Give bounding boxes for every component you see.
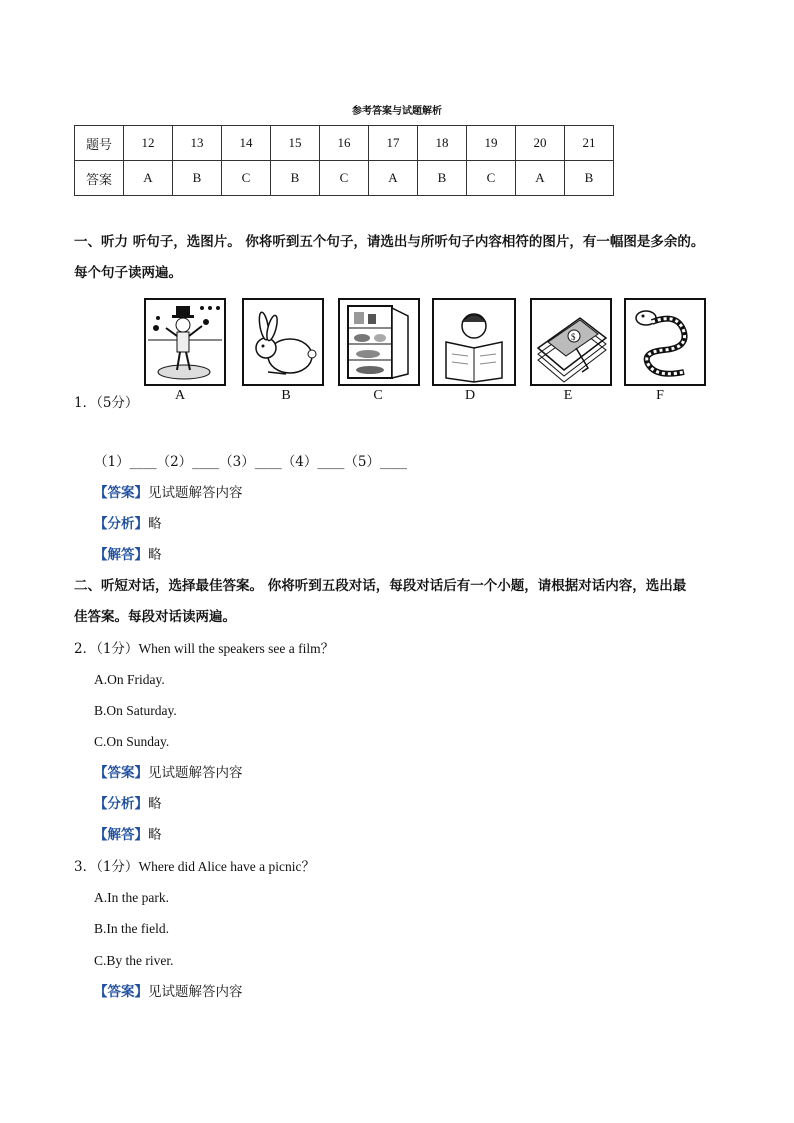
question-1-solution: [94, 545, 162, 565]
table-cell: C: [222, 161, 271, 196]
picture-e-money-icon: [530, 298, 612, 386]
solution-tag: 【解答】: [94, 547, 148, 563]
table-cell: A: [124, 161, 173, 196]
table-cell: C: [320, 161, 369, 196]
question-3-answer: [94, 982, 243, 1002]
solution-text: 略: [148, 547, 162, 563]
question-1-analysis: [94, 514, 162, 534]
question-1-answer: [94, 483, 243, 503]
table-cell: 13: [173, 126, 222, 161]
table-cell: B: [173, 161, 222, 196]
page-title: 参考答案与试题解析: [352, 106, 442, 117]
question-2-option-a: A.On Friday.: [94, 672, 165, 687]
question-2: [74, 639, 334, 659]
answer-tag: 【答案】: [94, 984, 148, 1000]
question-2-analysis: [94, 794, 162, 814]
question-1-label: 1．（5分）: [74, 395, 139, 411]
picture-label: E: [563, 388, 573, 403]
table-cell: A: [516, 161, 565, 196]
question-3-text: Where did Alice have a picnic？: [138, 859, 315, 874]
picture-label: B: [281, 388, 291, 403]
answer-text: 见试题解答内容: [148, 765, 243, 781]
table-cell: 14: [222, 126, 271, 161]
table-cell: 19: [467, 126, 516, 161]
picture-b-rabbit-icon: [242, 298, 324, 386]
picture-label: A: [174, 388, 186, 403]
svg-text:$: $: [571, 332, 576, 342]
table-cell: 15: [271, 126, 320, 161]
answer-table: [74, 125, 614, 196]
question-3-option-a: A.In the park.: [94, 890, 169, 905]
picture-c-fridge-icon: [338, 298, 420, 386]
table-cell: B: [271, 161, 320, 196]
table-header-cell: 题号: [75, 126, 124, 161]
question-2-label: 2．（1分）: [74, 641, 139, 657]
picture-label: C: [373, 388, 383, 403]
table-row: [75, 161, 614, 196]
table-cell: A: [369, 161, 418, 196]
question-2-solution: [94, 825, 162, 845]
answer-text: 见试题解答内容: [148, 984, 243, 1000]
answer-tag: 【答案】: [94, 485, 148, 501]
picture-label: F: [656, 388, 664, 403]
answer-text: 见试题解答内容: [148, 485, 243, 501]
solution-tag: 【解答】: [94, 827, 148, 843]
question-2-option-c: C.On Sunday.: [94, 734, 170, 749]
question-3-option-c: C.By the river.: [94, 953, 174, 968]
section1-heading: 一、听力 听句子，选图片。 你将听到五个句子，请选出与所听句子内容相符的图片，有一幅图是多余的。: [74, 234, 705, 250]
table-cell: 16: [320, 126, 369, 161]
question-3: [74, 857, 315, 877]
table-cell: B: [565, 161, 614, 196]
solution-text: 略: [148, 827, 162, 843]
section2-heading-cont: 佳答案。每段对话读两遍。: [74, 609, 236, 625]
table-cell: 12: [124, 126, 173, 161]
picture-d-reading-boy-icon: [432, 298, 516, 386]
section2-heading: 二、听短对话，选择最佳答案。 你将听到五段对话，每段对话后有一个小题，请根据对话内容，选出最: [74, 578, 687, 594]
table-cell: 17: [369, 126, 418, 161]
table-row: [75, 126, 614, 161]
question-3-label: 3．（1分）: [74, 859, 139, 875]
table-cell: 18: [418, 126, 467, 161]
analysis-tag: 【分析】: [94, 516, 148, 532]
picture-f-snake-icon: [624, 298, 706, 386]
table-cell: C: [467, 161, 516, 196]
analysis-tag: 【分析】: [94, 796, 148, 812]
analysis-text: 略: [148, 516, 162, 532]
question-2-answer: [94, 763, 243, 783]
table-cell: B: [418, 161, 467, 196]
picture-label: D: [464, 388, 476, 403]
table-cell: 21: [565, 126, 614, 161]
question-3-option-b: B.In the field.: [94, 921, 169, 936]
section1-heading-cont: 每个句子读两遍。: [74, 265, 182, 281]
picture-a-magician-icon: [144, 298, 226, 386]
analysis-text: 略: [148, 796, 162, 812]
question-2-option-b: B.On Saturday.: [94, 703, 177, 718]
question-2-text: When will the speakers see a film？: [138, 641, 335, 656]
table-cell: 20: [516, 126, 565, 161]
table-header-cell: 答案: [75, 161, 124, 196]
answer-tag: 【答案】: [94, 765, 148, 781]
question-1-blanks: （1）____（2）____（3）____（4）____（5）____: [94, 454, 407, 470]
